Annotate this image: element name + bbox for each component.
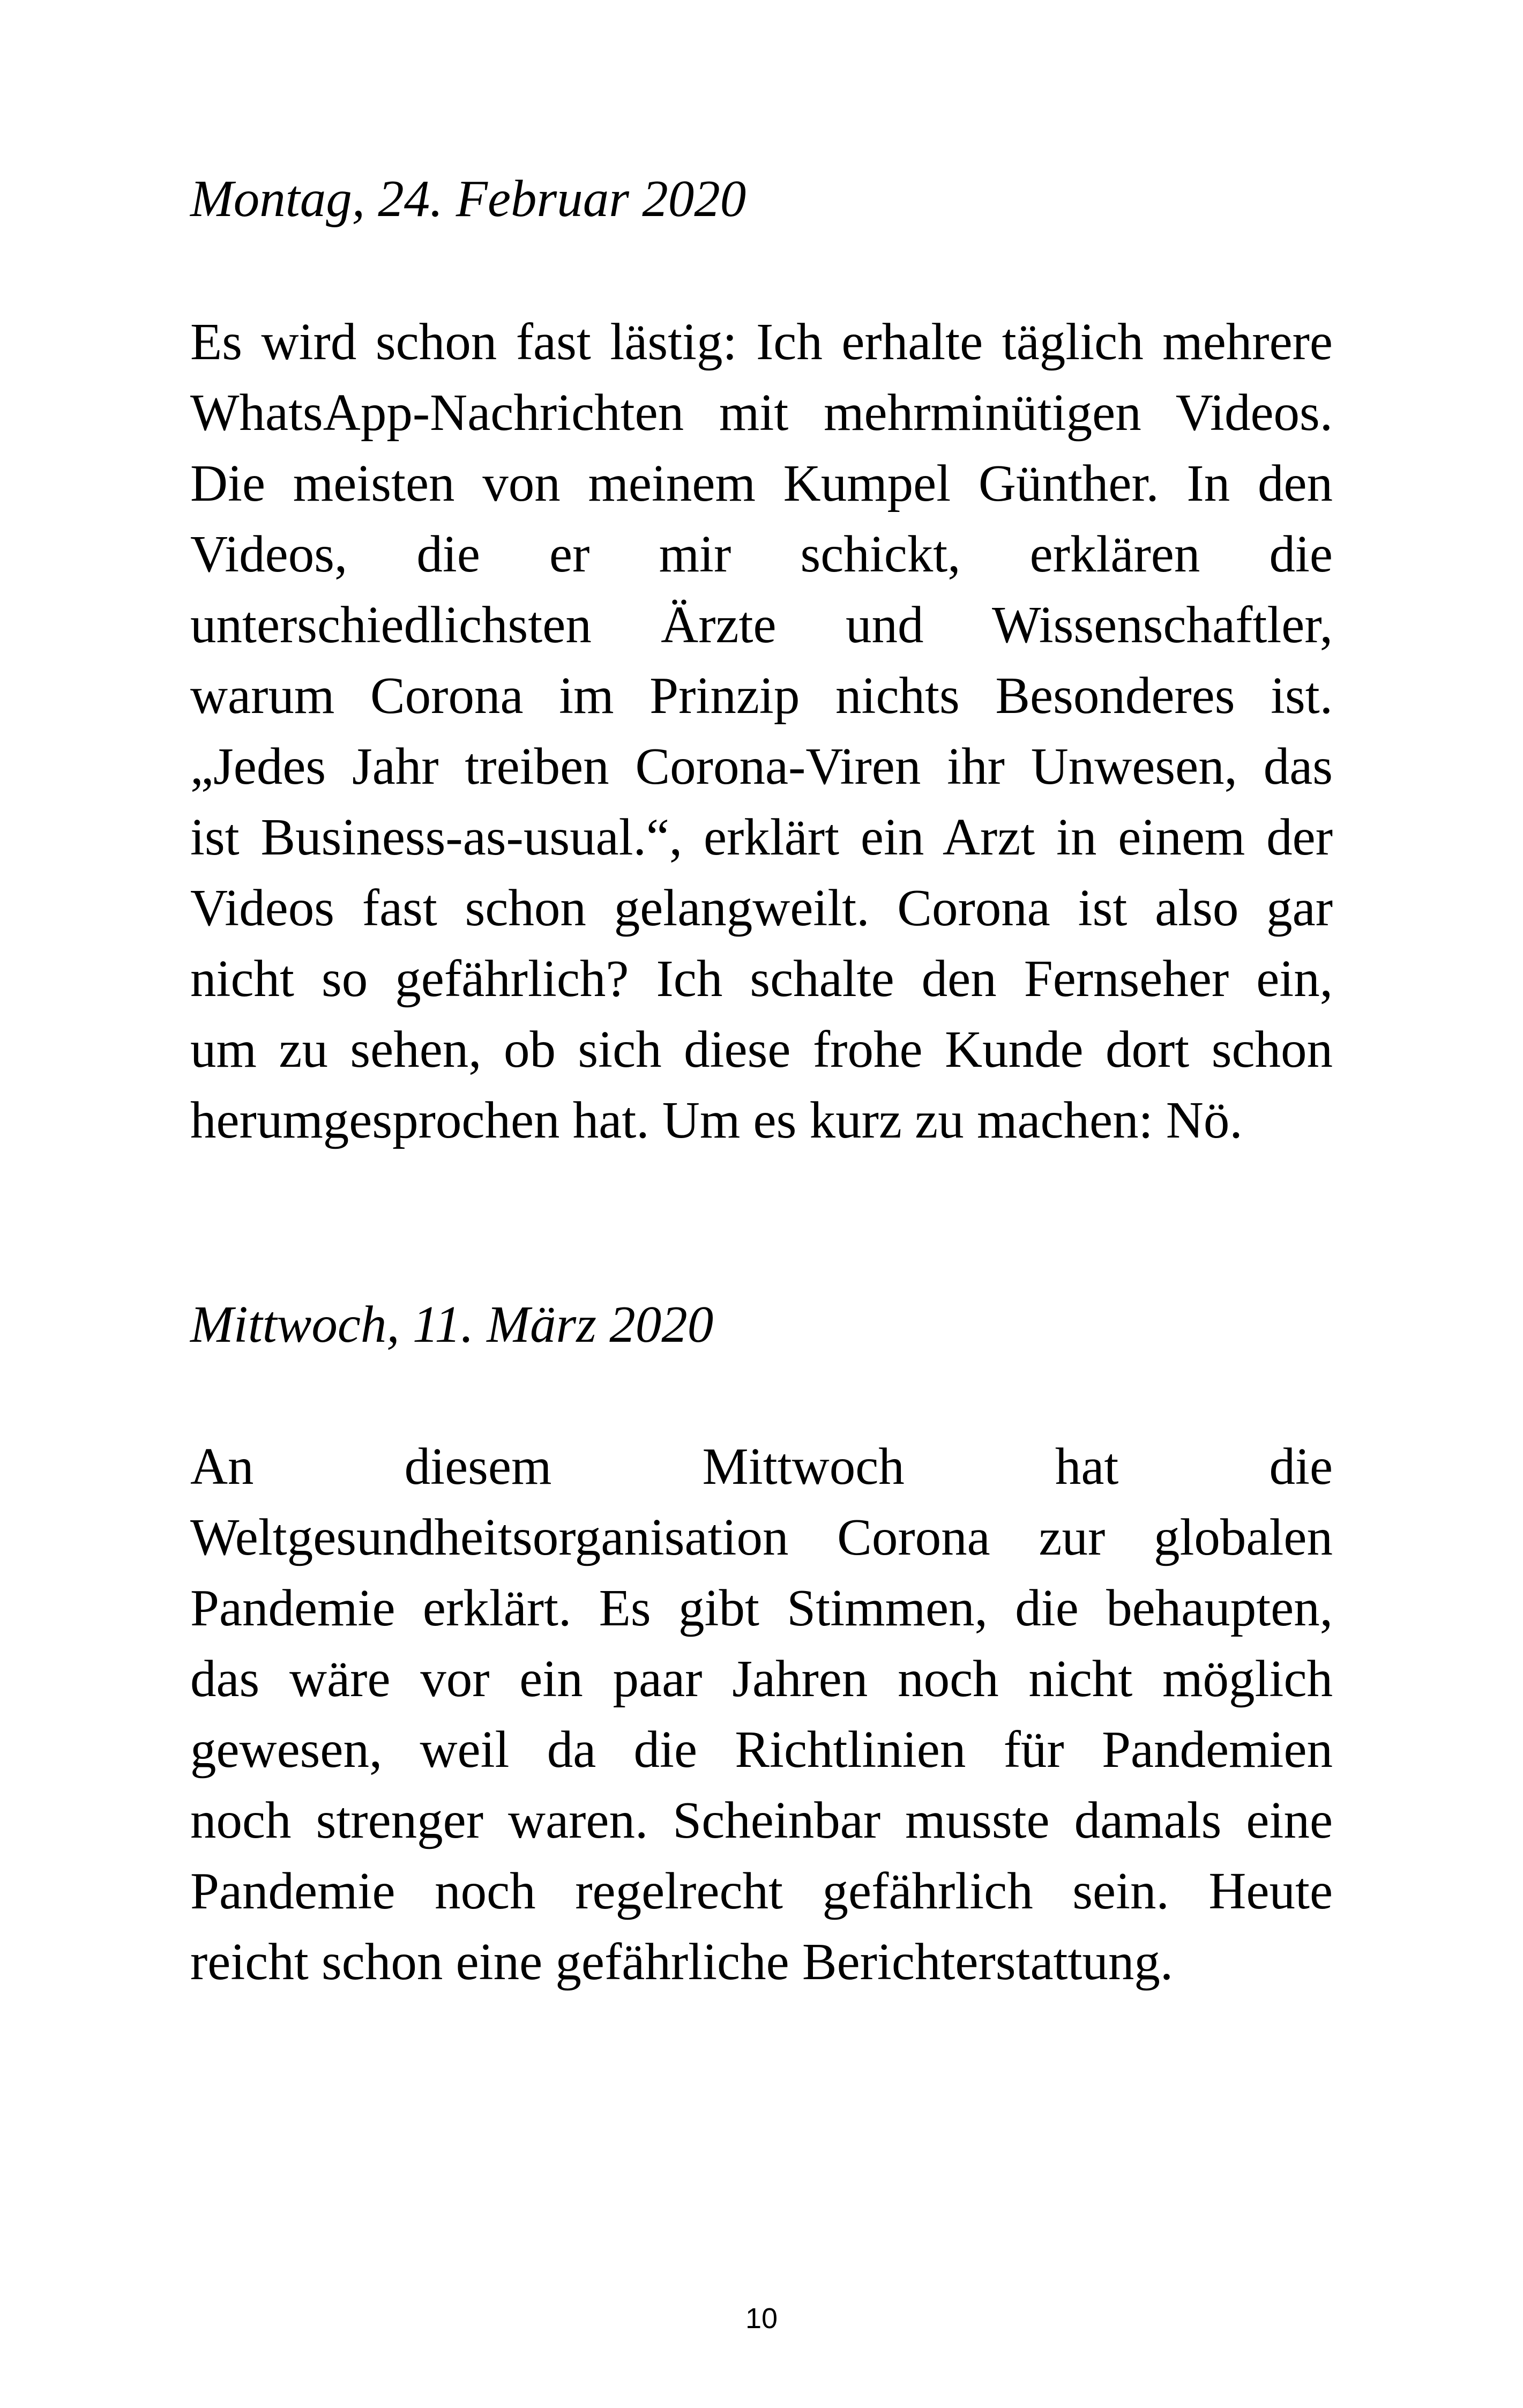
text-line: An diesem Mittwoch hat die bbox=[190, 1438, 1333, 1495]
text-line: „Jedes Jahr treiben Corona-Viren ihr Unwesen, das bbox=[190, 738, 1333, 795]
page-number: 10 bbox=[745, 2302, 778, 2335]
text-line: Es wird schon fast lästig: Ich erhalte täglich mehrere bbox=[190, 313, 1333, 370]
text-line: Weltgesundheitsorganisation Corona zur globalen bbox=[190, 1508, 1333, 1566]
text-line: WhatsApp-Nachrichten mit mehrminütigen Videos. bbox=[190, 384, 1333, 441]
text-line: herumgesprochen hat. Um es kurz zu machen: Nö. bbox=[190, 1091, 1243, 1149]
text-line: Pandemie noch regelrecht gefährlich sein. Heute bbox=[190, 1862, 1333, 1920]
text-line: unterschiedlichsten Ärzte und Wissenschaftler, bbox=[190, 596, 1333, 653]
text-line: Videos, die er mir schickt, erklären die bbox=[190, 525, 1333, 583]
text-line: noch strenger waren. Scheinbar musste damals eine bbox=[190, 1792, 1333, 1849]
text-line: Videos fast schon gelangweilt. Corona ist also gar bbox=[190, 879, 1333, 937]
text-line: reicht schon eine gefährliche Berichterstattung. bbox=[190, 1933, 1174, 1990]
text-line: Die meisten von meinem Kumpel Günther. In den bbox=[190, 455, 1333, 512]
text-line: warum Corona im Prinzip nichts Besonderes ist. bbox=[190, 667, 1333, 724]
text-line: nicht so gefährlich? Ich schalte den Fernseher ein, bbox=[190, 950, 1333, 1007]
text-line: gewesen, weil da die Richtlinien für Pandemien bbox=[190, 1721, 1333, 1778]
text-line: Pandemie erklärt. Es gibt Stimmen, die behaupten, bbox=[190, 1579, 1333, 1637]
text-line: das wäre vor ein paar Jahren noch nicht möglich bbox=[190, 1650, 1333, 1707]
entry-date: Mittwoch, 11. März 2020 bbox=[190, 1296, 714, 1353]
text-line: um zu sehen, ob sich diese frohe Kunde dort schon bbox=[190, 1021, 1333, 1078]
entry-text bbox=[190, 1431, 1333, 1997]
text-line: ist Business-as-usual.“, erklärt ein Arzt in einem der bbox=[190, 808, 1333, 866]
entry-text bbox=[190, 307, 1333, 1156]
entry-date: Montag, 24. Februar 2020 bbox=[190, 170, 746, 227]
